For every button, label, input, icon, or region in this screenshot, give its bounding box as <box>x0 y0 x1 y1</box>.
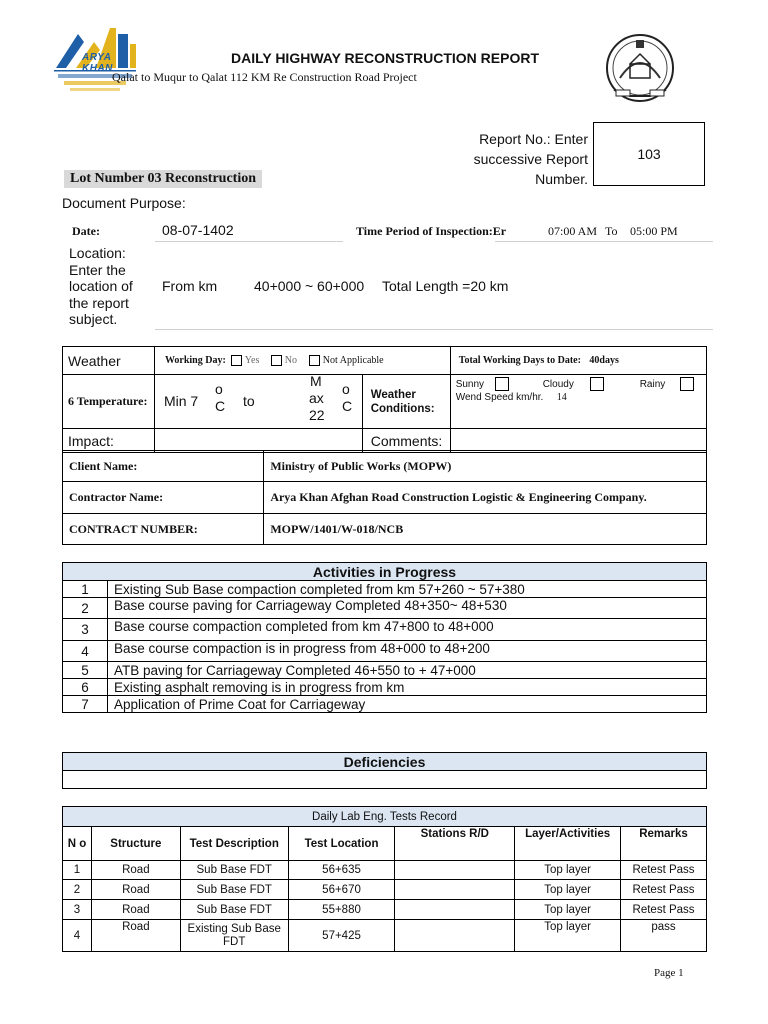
date-label: Date: <box>72 224 100 238</box>
activity-number: 6 <box>63 679 108 696</box>
inspection-from[interactable]: 07:00 AM <box>548 224 598 238</box>
lab-cell-remarks[interactable]: Retest Pass <box>621 880 707 900</box>
working-day-cell <box>154 347 450 375</box>
contract-number-label: CONTRACT NUMBER: <box>63 514 264 545</box>
activity-text[interactable]: Base course compaction is in progress from 48+000 to 48+200 <box>107 641 706 662</box>
lab-cell-test-location[interactable]: 57+425 <box>288 920 395 952</box>
lab-cell-structure[interactable]: Road <box>91 861 180 880</box>
activity-row <box>63 619 707 641</box>
lab-header-stations: Stations R/D <box>395 827 515 861</box>
lab-cell-remarks[interactable]: Retest Pass <box>621 900 707 920</box>
activity-number: 1 <box>63 581 108 598</box>
lab-cell-test-location[interactable]: 56+635 <box>288 861 395 880</box>
lab-header-row <box>63 827 707 861</box>
working-day-na-label: Not Applicable <box>322 354 384 366</box>
temperature-label: 6 Temperature: <box>63 375 155 429</box>
sunny-checkbox[interactable] <box>495 377 509 391</box>
working-day-label: Working Day: <box>164 354 226 366</box>
date-value[interactable]: 08-07-1402 <box>162 222 234 238</box>
activity-text[interactable]: Application of Prime Coat for Carriageway <box>107 696 706 713</box>
lab-cell-layer[interactable]: Top layer <box>515 900 621 920</box>
activities-title: Activities in Progress <box>63 563 707 581</box>
lab-cell-layer[interactable]: Top layer <box>515 920 621 952</box>
lab-cell-no: 3 <box>63 900 92 920</box>
lab-cell-no: 2 <box>63 880 92 900</box>
temp-max-3[interactable]: 22 <box>308 407 325 423</box>
lab-cell-stations[interactable] <box>395 920 515 952</box>
total-days-cell <box>450 347 706 375</box>
weather-label: Weather <box>63 347 155 375</box>
lab-cell-test-location[interactable]: 55+880 <box>288 900 395 920</box>
lab-cell-test-description[interactable]: Sub Base FDT <box>180 900 288 920</box>
lab-cell-stations[interactable] <box>395 880 515 900</box>
company-logo <box>50 20 140 100</box>
comments-value[interactable] <box>450 429 706 453</box>
lab-cell-stations[interactable] <box>395 900 515 920</box>
activity-row <box>63 696 707 713</box>
lab-header-structure: Structure <box>91 827 180 861</box>
temp-max-2: ax <box>308 390 324 406</box>
lab-header-no: N o <box>63 827 92 861</box>
temp-max-unit: C <box>341 398 353 414</box>
report-number-label: Report No.: Enter successive Report Number. <box>473 131 588 187</box>
activity-text[interactable]: ATB paving for Carriageway Completed 46+550 to + 47+000 <box>107 662 706 679</box>
working-day-no-label: No <box>284 355 298 367</box>
working-day-na-checkbox[interactable] <box>309 355 320 366</box>
activity-number: 2 <box>63 598 108 619</box>
cloudy-checkbox[interactable] <box>590 377 604 391</box>
inspection-to[interactable]: 05:00 PM <box>630 224 678 238</box>
lab-cell-remarks[interactable]: pass <box>621 920 707 952</box>
activity-row <box>63 598 707 619</box>
page-number: Page 1 <box>654 967 684 979</box>
location-label: Location: Enter the location of the report subject. <box>69 245 133 327</box>
activity-number: 7 <box>63 696 108 713</box>
lab-cell-stations[interactable] <box>395 861 515 880</box>
lab-cell-test-description[interactable]: Sub Base FDT <box>180 880 288 900</box>
temperature-cell <box>154 375 362 429</box>
wind-speed-value[interactable]: 14 <box>556 392 567 403</box>
rainy-label: Rainy <box>639 379 666 390</box>
activity-row <box>63 662 707 679</box>
lab-cell-layer[interactable]: Top layer <box>515 880 621 900</box>
total-days-value[interactable]: 40days <box>589 355 619 366</box>
report-subtitle: Qalat to Muqur to Qalat 112 KM Re Construction Road Project <box>112 70 417 84</box>
table-row <box>63 920 707 952</box>
activity-row <box>63 641 707 662</box>
lab-header-remarks: Remarks <box>621 827 707 861</box>
temp-min-deg: o <box>214 381 223 397</box>
conditions-table <box>62 346 707 453</box>
lab-cell-structure[interactable]: Road <box>91 880 180 900</box>
contractor-name-value[interactable]: Arya Khan Afghan Road Construction Logistic & Engineering Company. <box>264 482 707 514</box>
working-day-yes-label: Yes <box>244 355 260 367</box>
deficiencies-table <box>62 752 707 789</box>
table-row <box>63 900 707 920</box>
document-purpose-label: Document Purpose: <box>62 195 186 211</box>
wind-speed-label: Wend Speed km/hr. <box>455 392 544 403</box>
lab-tests-table <box>62 806 707 952</box>
activity-text[interactable]: Base course paving for Carriageway Completed 48+350~ 48+530 <box>107 598 706 619</box>
activity-row <box>63 679 707 696</box>
temp-min[interactable]: Min 7 <box>163 393 199 409</box>
activity-number: 3 <box>63 619 108 641</box>
table-row <box>63 861 707 880</box>
temp-to: to <box>242 393 255 409</box>
report-number-value[interactable]: 103 <box>593 122 705 186</box>
state-emblem <box>600 26 680 110</box>
deficiencies-title: Deficiencies <box>63 753 707 771</box>
impact-label: Impact: <box>63 429 155 453</box>
lab-cell-test-description[interactable]: Existing Sub Base FDT <box>180 920 288 952</box>
working-day-yes-checkbox[interactable] <box>231 355 242 366</box>
lab-header-test-location: Test Location <box>288 827 395 861</box>
impact-value[interactable] <box>154 429 362 453</box>
location-range[interactable]: 40+000 ~ 60+000 <box>254 278 365 294</box>
working-day-no-checkbox[interactable] <box>271 355 282 366</box>
activity-number: 5 <box>63 662 108 679</box>
lab-cell-structure[interactable]: Road <box>91 920 180 952</box>
activity-number: 4 <box>63 641 108 662</box>
activity-text[interactable]: Base course compaction completed from km 47+800 to 48+000 <box>107 619 706 641</box>
rainy-checkbox[interactable] <box>680 377 694 391</box>
cloudy-label: Cloudy <box>542 379 574 390</box>
activities-table <box>62 562 707 713</box>
activity-row <box>63 581 707 598</box>
lab-header-layer: Layer/Activities <box>515 827 621 861</box>
table-row <box>63 880 707 900</box>
lab-cell-test-location[interactable]: 56+670 <box>288 880 395 900</box>
client-name-value[interactable]: Ministry of Public Works (MOPW) <box>264 451 707 482</box>
activity-text[interactable]: Existing asphalt removing is in progress from km <box>107 679 706 696</box>
lab-cell-no: 1 <box>63 861 92 880</box>
lab-cell-remarks[interactable]: Retest Pass <box>621 861 707 880</box>
sunny-label: Sunny <box>455 379 485 390</box>
lab-header-test-description: Test Description <box>180 827 288 861</box>
total-days-label: Total Working Days to Date: <box>458 355 581 366</box>
logo-text: ARYA KHAN <box>82 52 113 74</box>
comments-label: Comments: <box>362 429 450 453</box>
temp-min-unit: C <box>214 398 226 414</box>
lab-cell-layer[interactable]: Top layer <box>515 861 621 880</box>
weather-conditions-label: Weather Conditions: <box>362 375 450 429</box>
weather-conditions-cell <box>450 375 706 429</box>
activity-text[interactable]: Existing Sub Base compaction completed from km 57+260 ~ 57+380 <box>107 581 706 598</box>
contractor-name-label: Contractor Name: <box>63 482 264 514</box>
temp-max-deg: o <box>341 381 350 397</box>
parties-table <box>62 450 707 545</box>
inspection-to-label: To <box>605 224 618 238</box>
report-title: DAILY HIGHWAY RECONSTRUCTION REPORT <box>230 50 540 66</box>
contract-number-value[interactable]: MOPW/1401/W-018/NCB <box>264 514 707 545</box>
lab-cell-no: 4 <box>63 920 92 952</box>
temp-max-1: M <box>309 373 322 389</box>
lab-cell-structure[interactable]: Road <box>91 900 180 920</box>
lab-cell-test-description[interactable]: Sub Base FDT <box>180 861 288 880</box>
location-from-label: From km <box>162 278 218 294</box>
client-name-label: Client Name: <box>63 451 264 482</box>
lot-number: Lot Number 03 Reconstruction <box>64 170 262 188</box>
location-total-length[interactable]: Total Length =20 km <box>382 278 509 294</box>
deficiencies-value[interactable] <box>63 771 707 789</box>
inspection-label: Time Period of Inspection:Er <box>356 224 507 238</box>
lab-tests-title: Daily Lab Eng. Tests Record <box>63 807 707 827</box>
